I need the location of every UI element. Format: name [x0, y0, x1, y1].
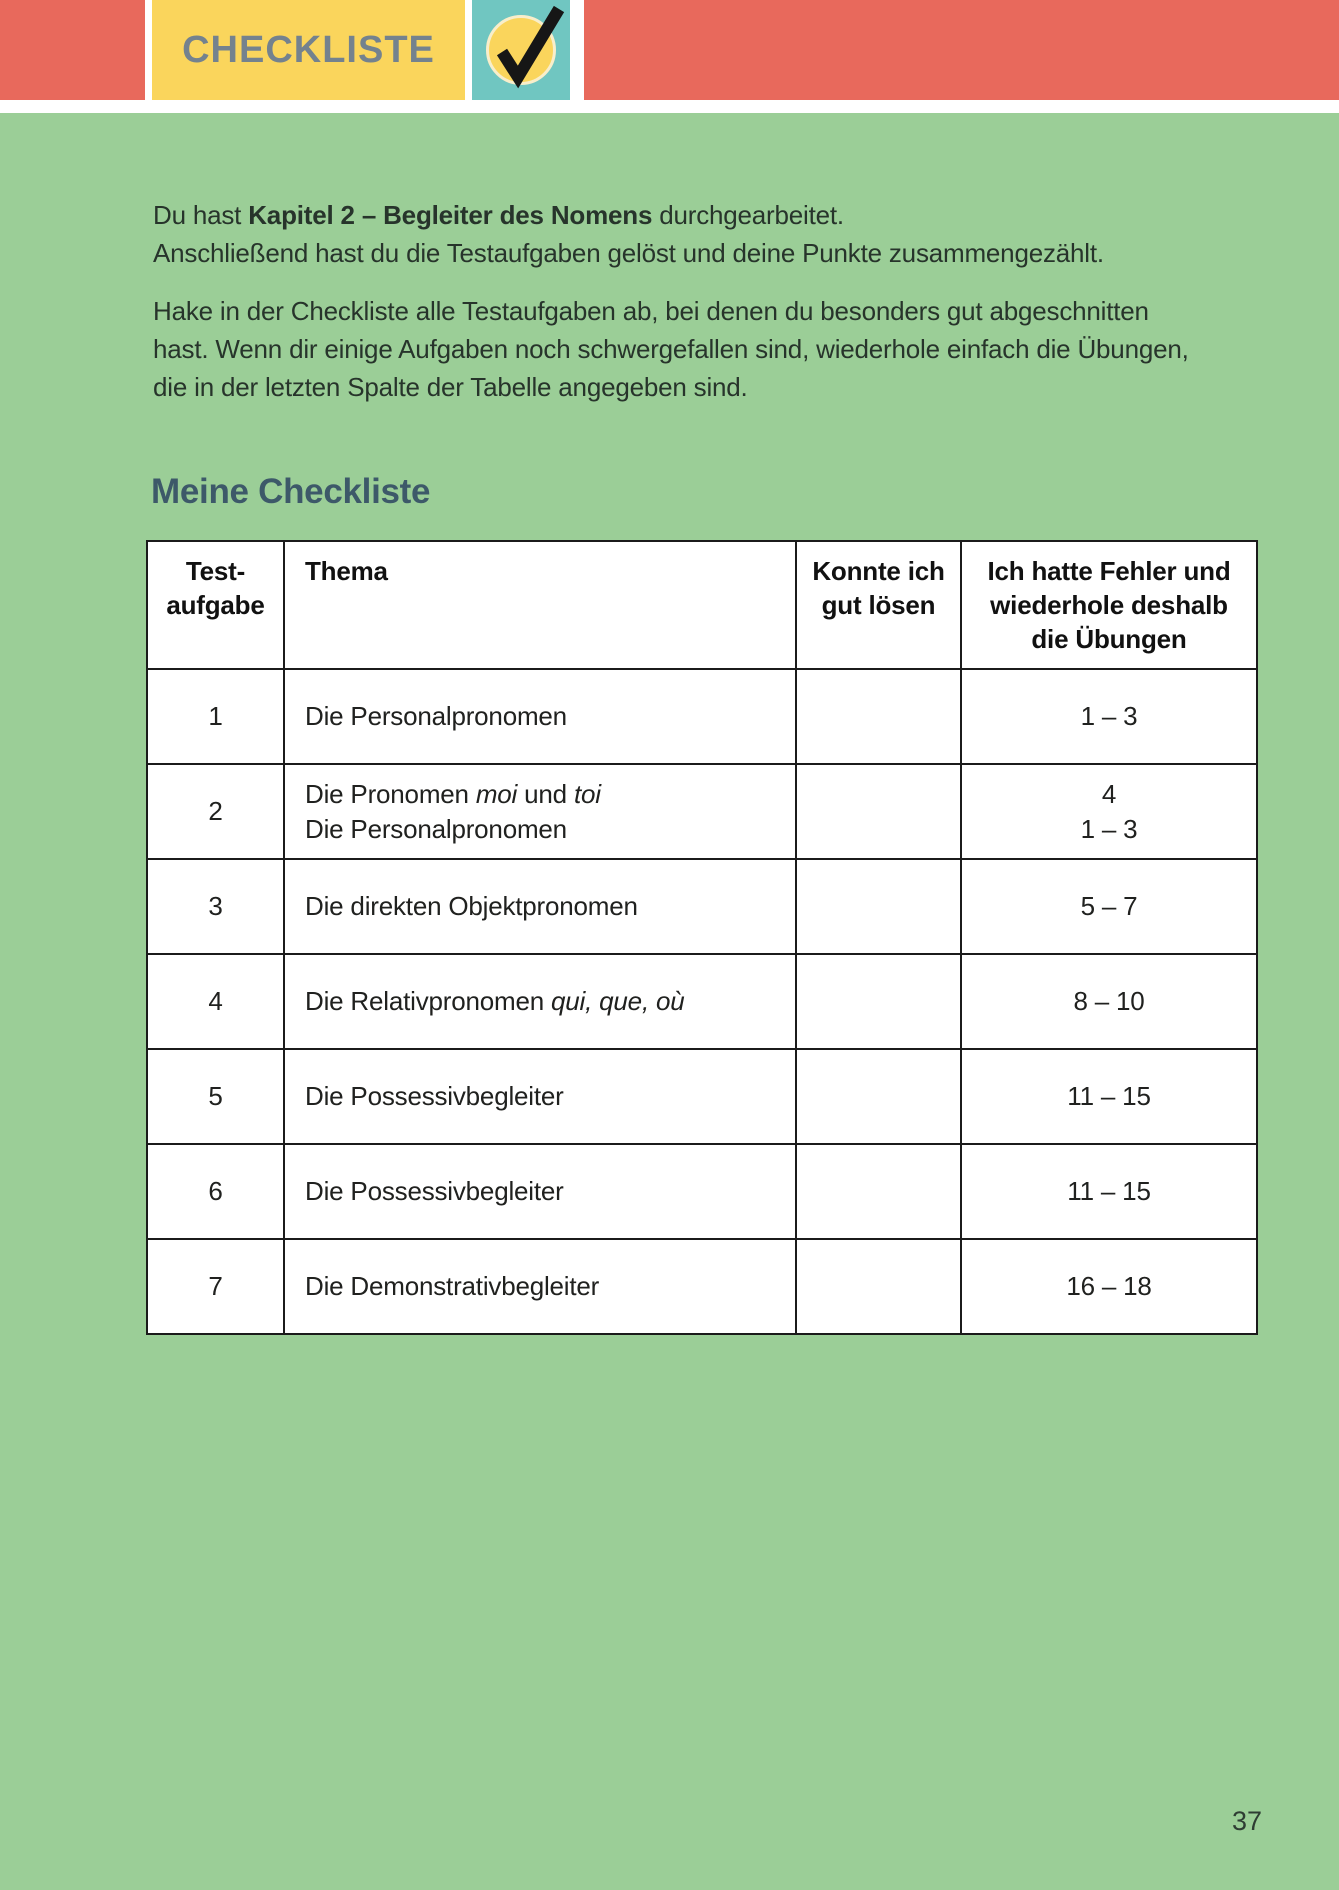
table-row [147, 764, 1257, 859]
section-title: Meine Checkliste [151, 472, 431, 511]
thema-cell: Die Personalpronomen [284, 669, 796, 764]
header-red-block-right [584, 0, 1339, 100]
uebungen-cell: 5 – 7 [961, 859, 1257, 954]
konnte-ich-gut-loesen-cell [796, 1239, 961, 1334]
page-number: 37 [1231, 1806, 1262, 1836]
uebungen-cell: 1 – 3 [961, 669, 1257, 764]
col-header-testaufgabe: Test- aufgabe [147, 541, 284, 669]
konnte-ich-gut-loesen-cell [796, 1144, 961, 1239]
checklist-table-body [147, 669, 1257, 1334]
table-row [147, 954, 1257, 1049]
col-header-thema: Thema [284, 541, 796, 669]
header-red-block-left [0, 0, 145, 100]
intro-paragraph-1: Du hast Kapitel 2 – Begleiter des Nomens durchgearbeitet. Anschließend hast du die Testaufgaben gelöst und deine Punkte zusammengezählt. [153, 200, 1104, 268]
header-tab-check [472, 0, 570, 100]
col-header-uebungen: Ich hatte Fehler und wiederhole deshalb die Übungen [961, 541, 1257, 669]
testaufgabe-cell: 4 [147, 954, 284, 1049]
checkliste-tab-label: CHECKLISTE [182, 28, 435, 71]
testaufgabe-cell: 5 [147, 1049, 284, 1144]
uebungen-cell: 4 1 – 3 [961, 764, 1257, 859]
uebungen-cell: 11 – 15 [961, 1049, 1257, 1144]
testaufgabe-cell: 3 [147, 859, 284, 954]
testaufgabe-cell: 1 [147, 669, 284, 764]
thema-cell: Die Relativpronomen qui, que, où [284, 954, 796, 1049]
thema-cell: Die Possessivbegleiter [284, 1049, 796, 1144]
checklist-table [146, 540, 1258, 1335]
table-row [147, 1144, 1257, 1239]
table-row [147, 669, 1257, 764]
table-header-row [147, 541, 1257, 669]
thema-cell: Die Possessivbegleiter [284, 1144, 796, 1239]
uebungen-cell: 16 – 18 [961, 1239, 1257, 1334]
thema-cell: Die Demonstrativbegleiter [284, 1239, 796, 1334]
konnte-ich-gut-loesen-cell [796, 669, 961, 764]
table-row [147, 859, 1257, 954]
konnte-ich-gut-loesen-cell [796, 764, 961, 859]
thema-cell: Die Pronomen moi und toi Die Personalpronomen [284, 764, 796, 859]
thema-cell: Die direkten Objektpronomen [284, 859, 796, 954]
uebungen-cell: 11 – 15 [961, 1144, 1257, 1239]
testaufgabe-cell: 7 [147, 1239, 284, 1334]
uebungen-cell: 8 – 10 [961, 954, 1257, 1049]
konnte-ich-gut-loesen-cell [796, 1049, 961, 1144]
konnte-ich-gut-loesen-cell [796, 954, 961, 1049]
col-header-konnte-ich-gut-loesen: Konnte ich gut lösen [796, 541, 961, 669]
table-row [147, 1239, 1257, 1334]
table-row [147, 1049, 1257, 1144]
konnte-ich-gut-loesen-cell [796, 859, 961, 954]
testaufgabe-cell: 6 [147, 1144, 284, 1239]
testaufgabe-cell: 2 [147, 764, 284, 859]
intro-paragraph-2: Hake in der Checkliste alle Testaufgaben ab, bei denen du besonders gut abgeschnitten hast. Wenn dir einige Aufgaben noch schwergefallen sind, wiederhole einfach die Übungen, die in der letzten Spalte der Tabelle angegeben sind. [153, 296, 1189, 402]
checkmark-icon [472, 0, 570, 100]
header-tab-checkliste [152, 0, 465, 100]
